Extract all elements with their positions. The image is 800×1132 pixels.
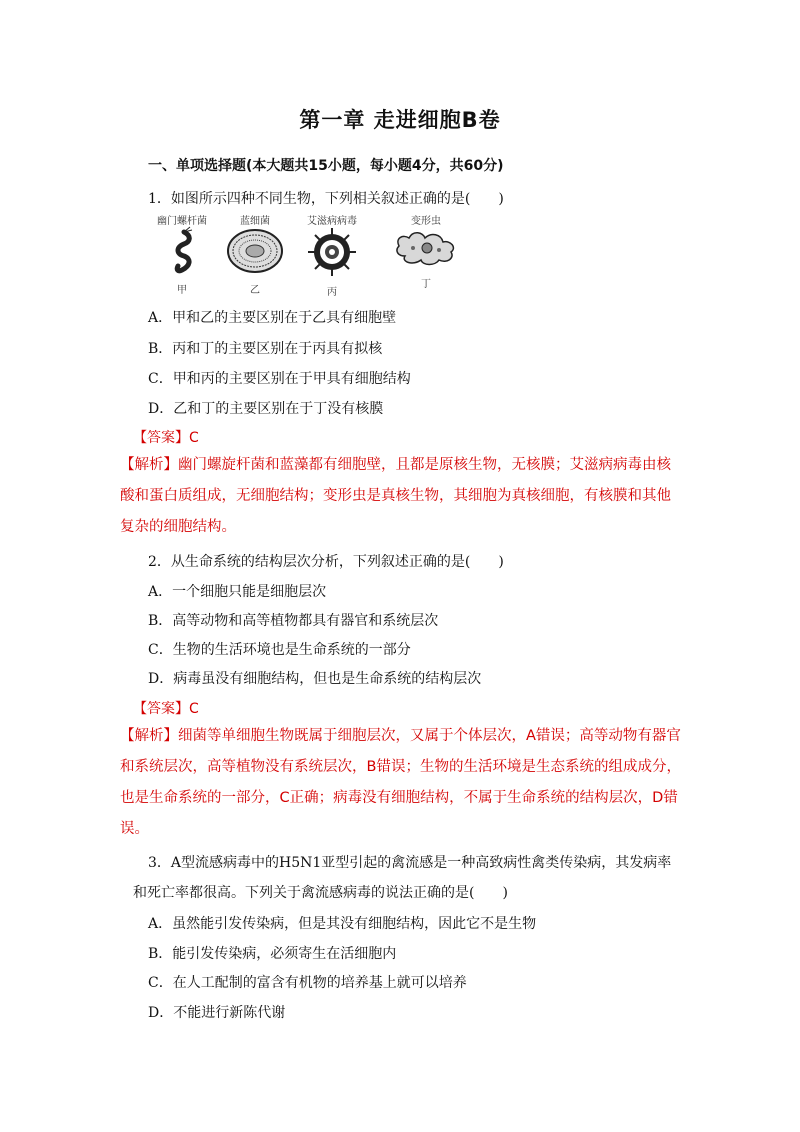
figure-caption: 变形虫	[411, 216, 441, 227]
figure-caption: 蓝细菌	[240, 216, 270, 227]
question-3-option-b: B．能引发传染病，必须寄生在活细胞内	[148, 946, 397, 962]
figure-item-jia	[150, 212, 214, 296]
question-3-stem: 3．A型流感病毒中的H5N1亚型引起的禽流感是一种高致病性禽类传染病，其发病率和死亡率都很高。下列关于禽流感病毒的说法正确的是( )	[133, 855, 672, 901]
question-2-option-d: D．病毒虽没有细胞结构，但也是生命系统的结构层次	[148, 671, 482, 687]
figure-item-ding	[386, 212, 466, 290]
question-1-option-c: C．甲和丙的主要区别在于甲具有细胞结构	[148, 371, 411, 387]
question-2-answer: 【答案】C	[133, 701, 199, 717]
question-3-option-d: D．不能进行新陈代谢	[148, 1005, 286, 1021]
figure-label: 甲	[177, 285, 187, 296]
question-1-option-d: D．乙和丁的主要区别在于丁没有核膜	[148, 401, 384, 417]
spiral-bacterium-icon	[162, 226, 202, 276]
amoeba-icon	[393, 226, 459, 270]
cyanobacterium-icon	[225, 226, 285, 276]
figure-item-yi	[220, 212, 290, 296]
figure-item-bing	[296, 212, 368, 298]
question-1-answer: 【答案】C	[133, 430, 199, 446]
page-title: 第一章 走进细胞B卷	[299, 108, 501, 132]
question-1-explanation: 【解析】幽门螺旋杆菌和蓝藻都有细胞壁，且都是原核生物，无核膜；艾滋病病毒由核酸和蛋白质组成，无细胞结构；变形虫是真核生物，其细胞为真核细胞，有核膜和其他复杂的细胞结构。	[120, 457, 671, 535]
question-3-option-a: A．虽然能引发传染病，但是其没有细胞结构，因此它不是生物	[148, 916, 537, 932]
question-2-option-a: A．一个细胞只能是细胞层次	[148, 584, 327, 600]
section-heading: 一、单项选择题(本大题共15小题，每小题4分，共60分)	[148, 158, 504, 174]
question-2-explanation: 【解析】细菌等单细胞生物既属于细胞层次，又属于个体层次，A错误；高等动物有器官和系统层次，高等植物没有系统层次，B错误；生物的生活环境是生态系统的组成成分，也是生命系统的一部分，C正确；病毒没有细胞结构，不属于生命系统的结构层次，D错误。	[120, 728, 681, 837]
question-1-figure	[150, 212, 480, 304]
question-2-option-b: B．高等动物和高等植物都具有器官和系统层次	[148, 613, 439, 629]
figure-label: 丁	[421, 279, 431, 290]
question-1-stem: 1．如图所示四种不同生物，下列相关叙述正确的是( )	[148, 191, 504, 207]
question-3-option-c: C．在人工配制的富含有机物的培养基上就可以培养	[148, 975, 467, 991]
question-1-option-a: A．甲和乙的主要区别在于乙具有细胞壁	[148, 310, 397, 326]
question-2-stem: 2．从生命系统的结构层次分析，下列叙述正确的是( )	[148, 554, 504, 570]
figure-caption: 幽门螺杆菌	[157, 216, 207, 227]
figure-label: 丙	[327, 287, 337, 298]
virus-icon	[304, 226, 360, 278]
question-2-option-c: C．生物的生活环境也是生命系统的一部分	[148, 642, 411, 658]
figure-label: 乙	[250, 285, 260, 296]
figure-caption: 艾滋病病毒	[307, 216, 357, 227]
question-1-option-b: B．丙和丁的主要区别在于丙具有拟核	[148, 341, 383, 357]
